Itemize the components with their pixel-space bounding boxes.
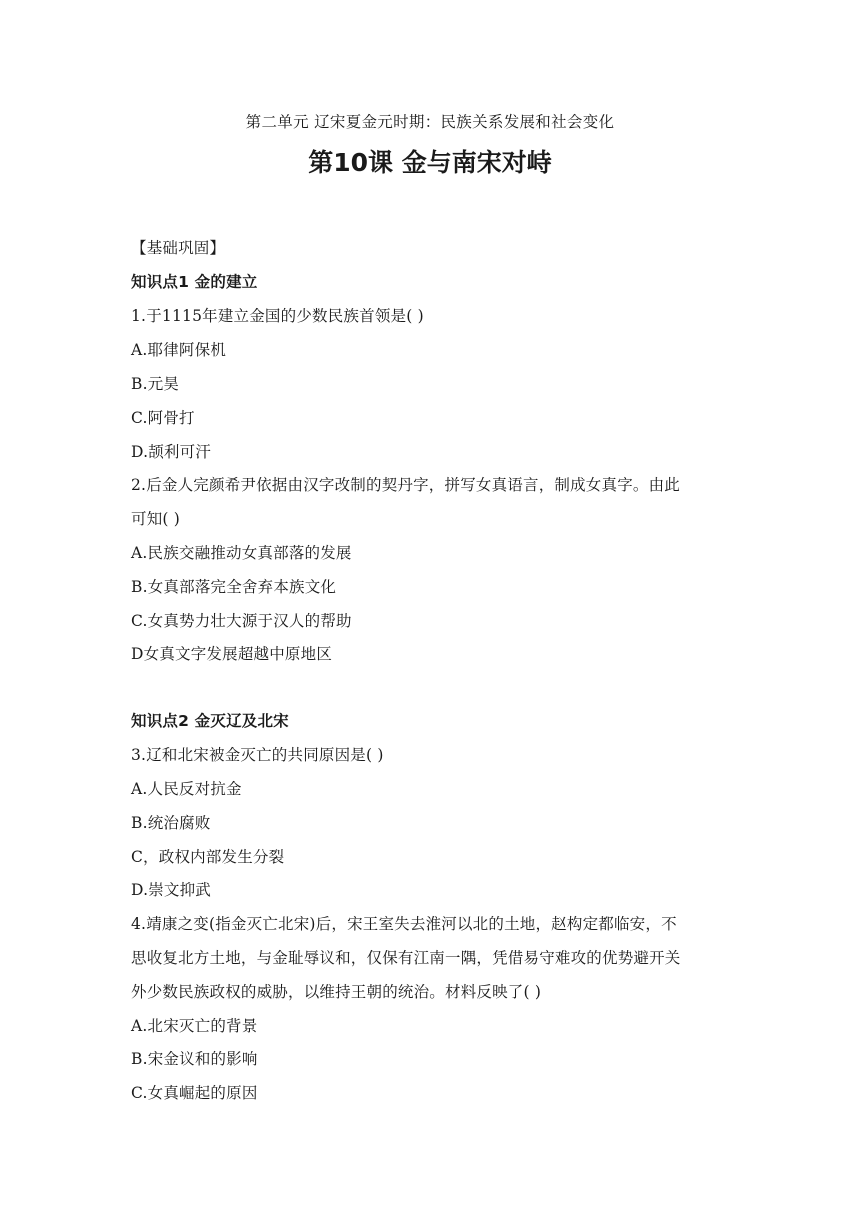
option-a: A.民族交融推动女真部落的发展	[131, 544, 352, 562]
unit-title: 第二单元 辽宋夏金元时期：民族关系发展和社会变化	[245, 113, 615, 131]
option-a: A.耶律阿保机	[131, 341, 227, 359]
option-b: B.宋金议和的影响	[131, 1050, 258, 1068]
option-c: C.阿骨打	[131, 409, 195, 427]
question-stem-line: 2.后金人完颜希尹依据由汉字改制的契丹字，拼写女真语言，制成女真字。由此	[131, 476, 680, 494]
question-stem-line: 4.靖康之变(指金灭亡北宋)后，宋王室失去淮河以北的土地，赵构定都临安，不	[131, 915, 677, 933]
option-b: B.统治腐败	[131, 814, 211, 832]
knowledge-point-heading: 知识点1 金的建立	[131, 273, 258, 291]
question-stem-line: 外少数民族政权的威胁，以维持王朝的统治。材料反映了( )	[131, 983, 542, 1001]
option-c: C.女真崛起的原因	[131, 1084, 258, 1102]
option-d: D.崇文抑武	[131, 881, 212, 899]
knowledge-point-heading: 知识点2 金灭辽及北宋	[131, 712, 289, 730]
question-stem: 3.辽和北宋被金灭亡的共同原因是( )	[131, 746, 384, 764]
question-stem-line: 可知( )	[131, 510, 181, 528]
lesson-title: 第10课 金与南宋对峙	[308, 148, 552, 177]
question-stem: 1.于1115年建立金国的少数民族首领是( )	[131, 307, 424, 325]
question-stem-line: 思收复北方土地，与金耻辱议和，仅保有江南一隅，凭借易守难攻的优势避开关	[131, 949, 681, 967]
option-c: C，政权内部发生分裂	[131, 848, 285, 866]
option-a: A.人民反对抗金	[131, 780, 242, 798]
option-b: B.女真部落完全舍弃本族文化	[131, 578, 337, 596]
option-d: D女真文字发展超越中原地区	[131, 645, 333, 663]
option-d: D.颉利可汗	[131, 443, 212, 461]
option-a: A.北宋灭亡的背景	[131, 1017, 258, 1035]
section-header: 【基础巩固】	[131, 239, 226, 257]
option-b: B.元昊	[131, 375, 180, 393]
option-c: C.女真势力壮大源于汉人的帮助	[131, 612, 352, 630]
